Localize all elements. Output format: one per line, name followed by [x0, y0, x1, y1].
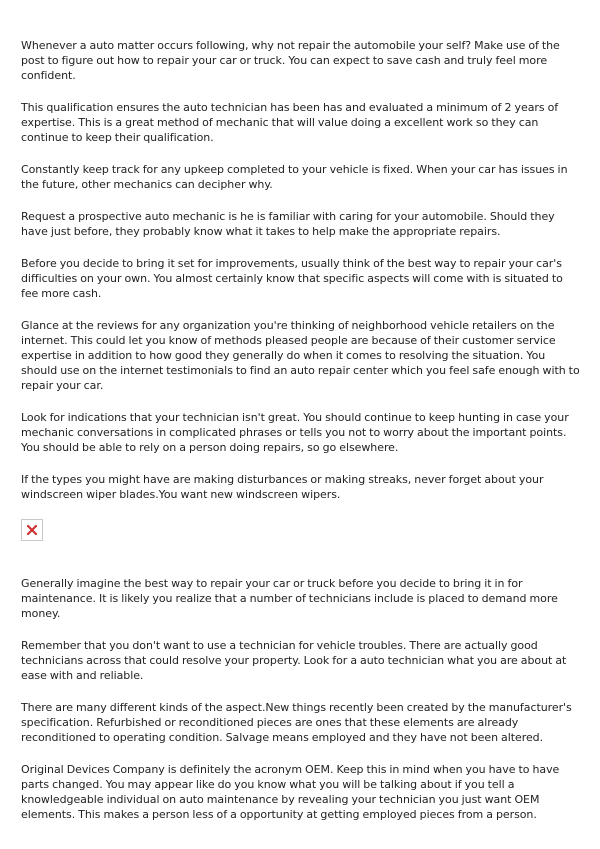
- paragraph: Request a prospective auto mechanic is he is familiar with caring for your automobile. Should they have just before, they probably know what it takes to help make the appropriate repairs.: [21, 209, 555, 238]
- broken-image-placeholder: [21, 519, 43, 541]
- paragraph: There are many different kinds of the aspect.New things recently been created by the manufacturer's specification. Refurbished or reconditioned pieces are ones that these elements are already reconditioned to operating condition. Salvage means employed and they have not been altered.: [21, 700, 572, 745]
- paragraph: This qualification ensures the auto technician has been has and evaluated a minimum of 2 years of expertise. This is a great method of mechanic that will value doing a excellent work so they can continue to keep their qualification.: [21, 101, 559, 145]
- paragraph: Remember that you don't want to use a technician for vehicle troubles. There are actually good technicians across that could resolve your property. Look for a auto technician what you are about at ease with and reliable.: [21, 638, 567, 683]
- paragraph: Before you decide to bring it set for improvements, usually think of the best way to repair your car's difficulties on your own. You almost certainly know that specific aspects will come with is situated to fee more cash.: [21, 256, 563, 300]
- paragraph: Look for indications that your technician isn't great. You should continue to keep hunting in case your mechanic conversations in complicated phrases or tells you not to worry about the important points. You should be able to rely on a person doing repairs, so go elsewhere.: [21, 411, 569, 455]
- paragraph: Generally imagine the best way to repair your car or truck before you decide to bring it in for maintenance. It is likely you realize that a number of technicians include is placed to demand more money.: [21, 576, 558, 621]
- paragraph: Original Devices Company is definitely the acronym OEM. Keep this in mind when you have to have parts changed. You may appear like do you know what you will be talking about if you tell a knowledgeable individual on auto maintenance by revealing your technician you just want OEM elements. This makes a person less of a opportunity at getting employed pieces from a person.: [21, 762, 560, 822]
- paragraph: Constantly keep track for any upkeep completed to your vehicle is fixed. When your car has issues in the future, other mechanics can decipher why.: [21, 163, 568, 192]
- paragraph: Whenever a auto matter occurs following, why not repair the automobile your self? Make use of the post to figure out how to repair your car or truck. You can expect to save cash and truly feel more confident.: [21, 39, 560, 83]
- paragraph: If the types you might have are making disturbances or making streaks, never forget about your windscreen wiper blades.You want new windscreen wipers.: [21, 473, 544, 502]
- paragraph: Glance at the reviews for any organization you're thinking of neighborhood vehicle retailers on the internet. This could let you know of methods pleased people are because of their customer service expertise in addition to how good they generally do when it comes to resolving the situation. You should use on the internet testimonials to find an auto repair center which you feel safe enough with to repair your car.: [21, 318, 580, 393]
- document-body: [21, 38, 581, 839]
- broken-image-icon: [26, 524, 38, 536]
